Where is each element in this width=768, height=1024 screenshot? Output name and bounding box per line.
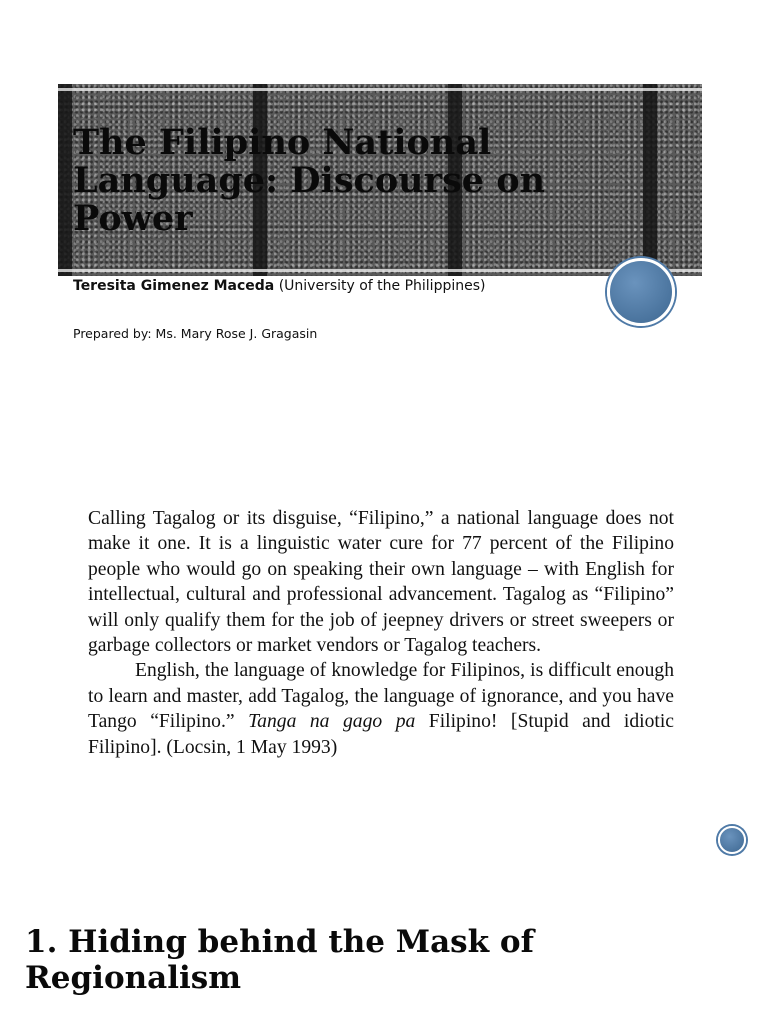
quote-paragraph-2-start: English, the language of knowledge for Filipinos, is difficult enough to learn and master, add Tagalog, the language of ignorance, and you have Tango “Filipino.” <box>88 660 674 733</box>
quote-italic-phrase: Tanga na gago pa <box>248 711 416 733</box>
decorative-circle <box>607 258 675 326</box>
prepared-by: Prepared by: Ms. Mary Rose J. Gragasin <box>73 326 318 341</box>
banner-bottom-rule <box>58 269 702 272</box>
slide-title: The Filipino National Language: Discourse on Power <box>73 122 546 239</box>
author-name: Teresita Gimenez Maceda <box>73 278 275 294</box>
quote-paragraph-2-end: Filipino! [Stupid and idiotic Filipino]. (Locsin, 1 May 1993) <box>88 711 674 758</box>
section-heading: 1. Hiding behind the Mask of Regionalism <box>25 924 534 996</box>
author-affiliation: (University of the Philippines) <box>278 278 486 294</box>
quote-paragraph-1: Calling Tagalog or its disguise, “Filipino,” a national language does not make it one. It is a linguistic water cure for 77 percent of the Filipino people who would go on speaking their own language – with English for intellectual, cultural and professional advancement. Tagalog as “Filipino” will only qualify them for the job of jeepney drivers or street sweepers or garbage collectors or market vendors or Tagalog teachers. <box>88 508 674 657</box>
author-line <box>73 278 485 294</box>
quote-excerpt <box>88 506 674 760</box>
quote-paragraph-2 <box>88 658 674 760</box>
banner-top-rule <box>58 88 702 91</box>
decorative-circle-small <box>718 826 746 854</box>
